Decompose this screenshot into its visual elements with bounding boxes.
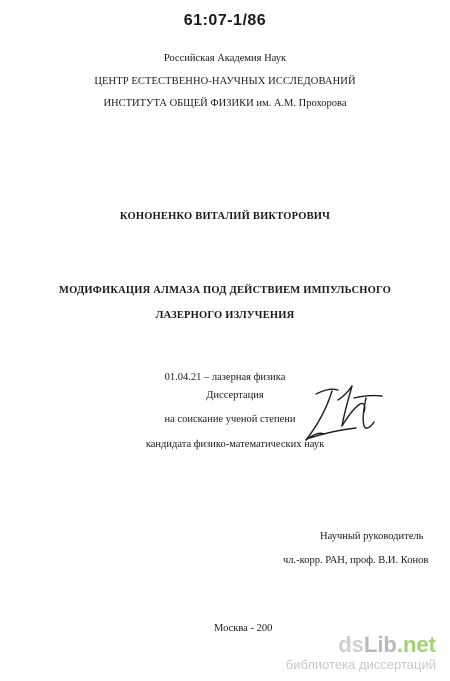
academy-name: Российская Академия Наук — [163, 53, 287, 64]
supervisor-name: чл.-корр. РАН, проф. В.И. Конов — [283, 555, 429, 566]
center-name: ЦЕНТР ЕСТЕСТВЕННО-НАУЧНЫХ ИССЛЕДОВАНИЙ — [94, 76, 356, 87]
dslib-tagline: библиотека диссертаций — [285, 657, 436, 672]
supervisor-label: Научный руководитель — [320, 531, 424, 542]
thesis-title-line-2: ЛАЗЕРНОГО ИЗЛУЧЕНИЯ — [155, 310, 295, 321]
dslib-watermark — [272, 632, 444, 676]
dissertation-label: Диссертация — [206, 390, 264, 401]
thesis-title-line-1: МОДИФИКАЦИЯ АЛМАЗА ПОД ДЕЙСТВИЕМ ИМПУЛЬСНОГО — [59, 285, 391, 296]
handwritten-signature — [298, 378, 388, 458]
candidate-line: кандидата физико-математических наук — [145, 439, 325, 450]
degree-line: на соискание ученой степени — [164, 414, 296, 425]
dslib-logo: dsLib.net — [338, 632, 436, 657]
author-name: КОНОНЕНКО ВИТАЛИЙ ВИКТОРОВИЧ — [119, 211, 331, 222]
specialty-code: 01.04.21 – лазерная физика — [164, 372, 286, 383]
city-year: Москва - 200 — [214, 623, 273, 634]
catalog-code: 61:07-1/86 — [183, 12, 267, 29]
institute-name: ИНСТИТУТА ОБЩЕЙ ФИЗИКИ им. А.М. Прохорова — [103, 98, 347, 109]
